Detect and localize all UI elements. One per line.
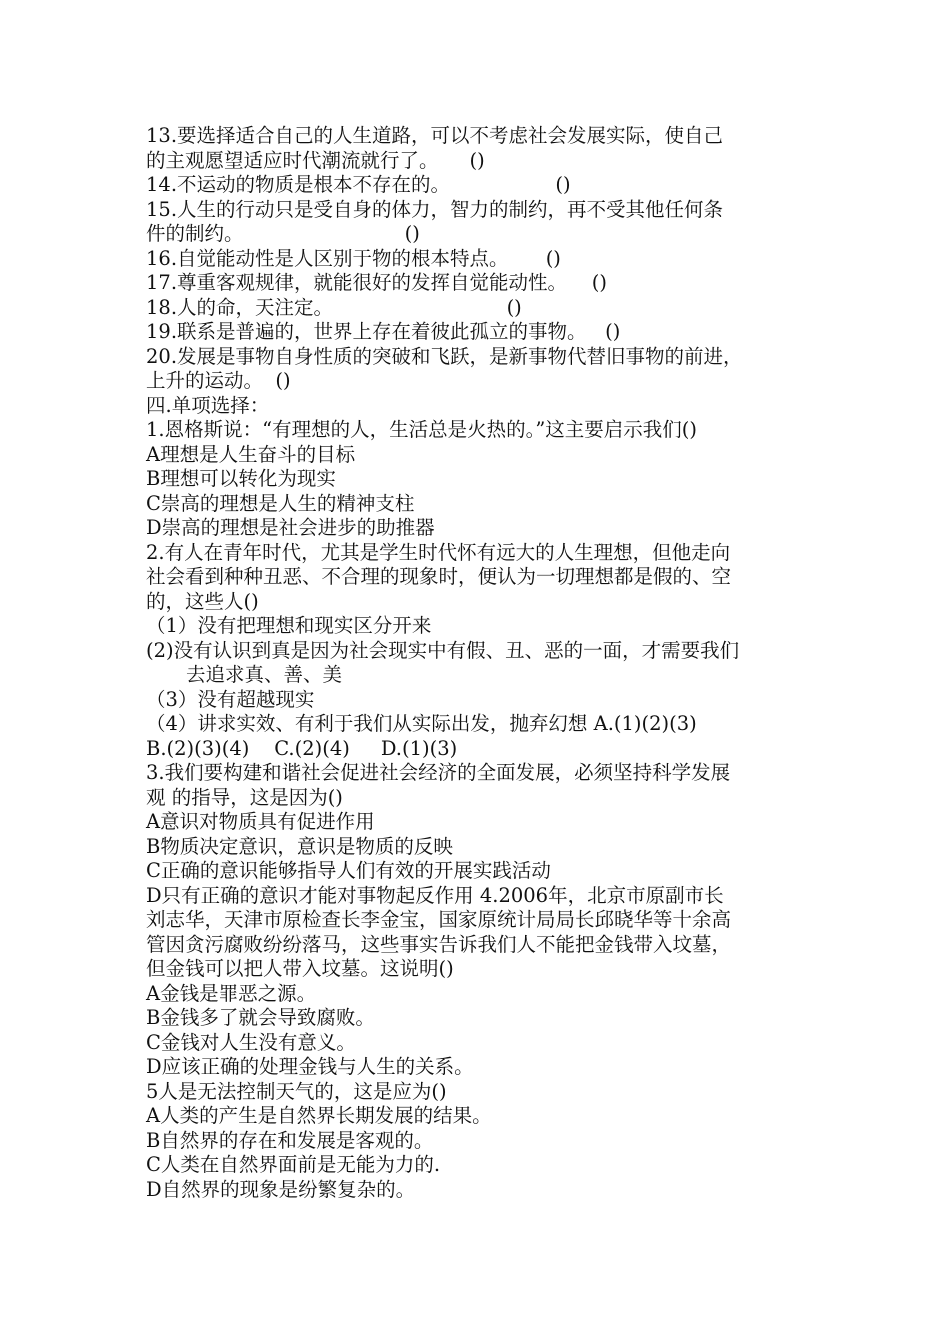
question-text: 管因贪污腐败纷纷落马，这些事实告诉我们人不能把金钱带入坟墓， [146,932,732,956]
text-line: 的主观愿望适应时代潮流就行了。 () [146,148,485,172]
option-a: A金钱是罪恶之源。 [146,981,317,1005]
question-text: 刘志华，天津市原检查长李金宝，国家原统计局局长邱晓华等十余高 [146,908,732,931]
text-line: 15.人生的行动只是受自身的体力，智力的制约，再不受其他任何条 [146,197,724,221]
option-c: C金钱对人生没有意义。 [146,1030,356,1054]
text-line: 件的制约。 () [146,222,420,245]
option-b: B理想可以转化为现实 [146,467,336,490]
question-text: 社会看到种种丑恶、不合理的现象时，便认为一切理想都是假的、空 [146,565,732,588]
option-d: D应该正确的处理金钱与人生的关系。 [146,1055,474,1078]
question-text: 5人是无法控制天气的，这是应为() [146,1079,447,1103]
option-c: C人类在自然界面前是无能为力的. [146,1153,441,1176]
text-line: 18.人的命，天注定。 () [146,295,522,319]
question-text: 但金钱可以把人带入坟墓。这说明() [146,957,454,980]
option-b: B自然界的存在和发展是客观的。 [146,1128,434,1152]
answer-options: B.(2)(3)(4) C.(2)(4) D.(1)(3) [146,736,458,760]
text-line: 19.联系是普遍的，世界上存在着彼此孤立的事物。 () [146,320,621,343]
section-heading: 四.单项选择： [146,393,270,417]
text-line: 14.不运动的物质是根本不存在的。 () [146,173,571,196]
option-a: A人类的产生是自然界长期发展的结果。 [146,1104,492,1127]
option-d: D只有正确的意识才能对事物起反作用 4.2006年，北京市原副市长 [146,883,724,907]
statement-item: （1）没有把理想和现实区分开来 [146,614,432,637]
question-text: 2.有人在青年时代，尤其是学生时代怀有远大的人生理想，但他走向 [146,540,731,564]
text-line: 17.尊重客观规律，就能很好的发挥自觉能动性。 () [146,271,608,294]
statement-item: (2)没有认识到真是因为社会现实中有假、丑、恶的一面，才需要我们 [146,638,740,662]
statement-item: 去追求真、善、美 [186,663,343,686]
option-b: B金钱多了就会导致腐败。 [146,1006,375,1029]
question-text: 观 的指导，这是因为() [146,785,343,809]
document-page [146,124,816,1202]
option-c: C正确的意识能够指导人们有效的开展实践活动 [146,859,551,882]
statement-item: （4）讲求实效、有利于我们从实际出发，抛弃幻想 A.(1)(2)(3) [146,712,697,735]
question-text: 1.恩格斯说：“有理想的人，生活总是火热的。”这主要启示我们() [146,418,698,441]
option-a: A意识对物质具有促进作用 [146,810,375,833]
question-text: 3.我们要构建和谐社会促进社会经济的全面发展，必须坚持科学发展 [146,761,731,784]
text-line: 20.发展是事物自身性质的突破和飞跃，是新事物代替旧事物的前进， [146,344,743,368]
option-c: C崇高的理想是人生的精神支柱 [146,491,415,515]
text-line: 上升的运动。 () [146,369,291,392]
question-text: 的，这些人() [146,589,259,613]
text-line: 16.自觉能动性是人区别于物的根本特点。 () [146,246,561,270]
option-d: D崇高的理想是社会进步的助推器 [146,516,435,539]
statement-item: （3）没有超越现实 [146,687,315,711]
option-b: B物质决定意识，意识是物质的反映 [146,834,453,858]
option-a: A理想是人生奋斗的目标 [146,442,356,466]
option-d: D自然界的现象是纷繁复杂的。 [146,1177,416,1201]
text-line: 13.要选择适合自己的人生道路，可以不考虑社会发展实际，使自己 [146,124,724,147]
